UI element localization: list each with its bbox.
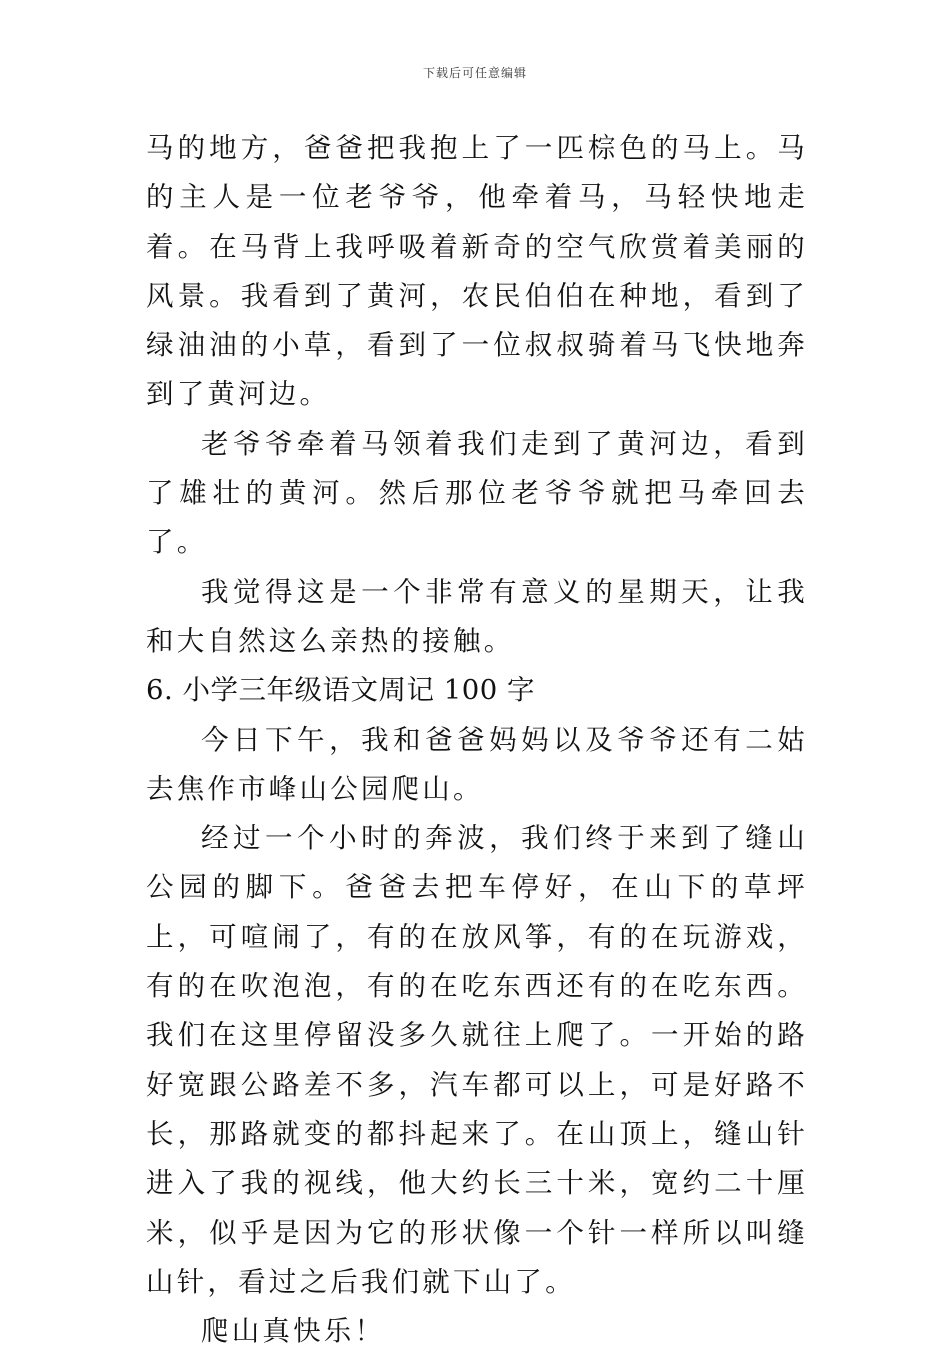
- document-body: [146, 124, 808, 1356]
- paragraph-horse-ride: 马的地方，爸爸把我抱上了一匹棕色的马上。马的主人是一位老爷爷，他牵着马，马轻快地走着。在马背上我呼吸着新奇的空气欣赏着美丽的风景。我看到了黄河，农民伯伯在种地，看到了绿油油的小草，看到了一位叔叔骑着马飞快地奔到了黄河边。: [146, 132, 808, 411]
- paragraph-afternoon-trip: 今日下午，我和爸爸妈妈以及爷爷还有二姑去焦作市峰山公园爬山。: [146, 723, 808, 805]
- paragraph-mountain-climb: 经过一个小时的奔波，我们终于来到了缝山公园的脚下。爸爸去把车停好，在山下的草坪上，可喧闹了，有的在放风筝，有的在玩游戏，有的在吹泡泡，有的在吃东西还有的在吃东西。我们在这里停留没多久就往上爬了。一开始的路好宽跟公路差不多，汽车都可以上，可是好路不长，那路就变的都抖起来了。在山顶上，缝山针进入了我的视线，他大约长三十米，宽约二十厘米，似乎是因为它的形状像一个针一样所以叫缝山针，看过之后我们就下山了。: [146, 822, 808, 1298]
- paragraph-yellow-river: 老爷爷牵着马领着我们走到了黄河边，看到了雄壮的黄河。然后那位老爷爷就把马牵回去了。: [146, 427, 808, 559]
- section-heading: 6. 小学三年级语文周记 100 字: [146, 674, 535, 707]
- paragraph-meaningful-sunday: 我觉得这是一个非常有意义的星期天，让我和大自然这么亲热的接触。: [146, 575, 808, 657]
- paragraph-closing: 爬山真快乐！: [201, 1315, 386, 1348]
- page-header-note: 下载后可任意编辑: [422, 66, 527, 80]
